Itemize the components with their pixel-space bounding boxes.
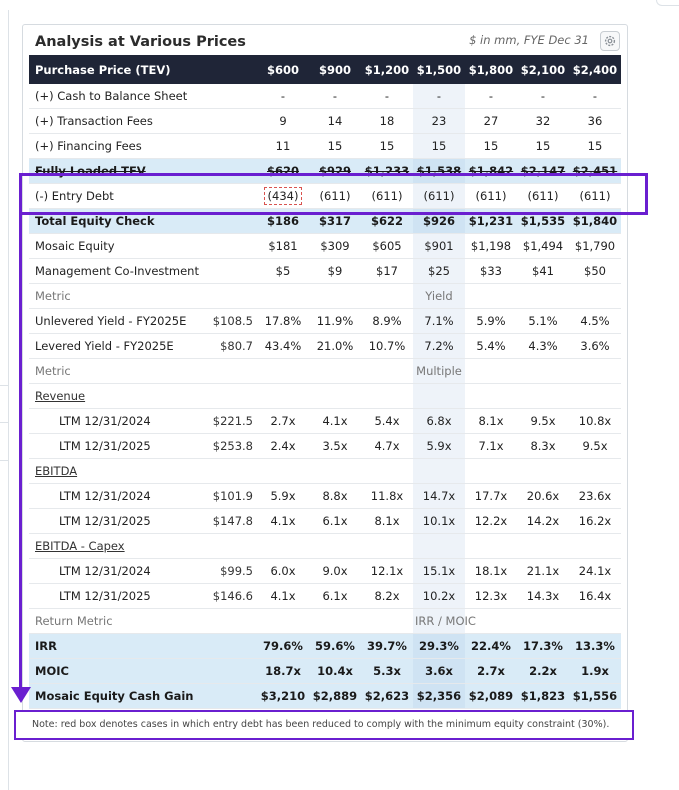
table-cell: 4.1x [257, 584, 309, 609]
table-cell: $50 [569, 259, 621, 284]
table-cell: 12.2x [465, 509, 517, 534]
subsection-row [29, 534, 621, 559]
table-cell: 14.2x [517, 509, 569, 534]
section-row [29, 284, 621, 309]
table-cell: 20.6x [517, 484, 569, 509]
table-cell: (611) [465, 184, 517, 209]
table-cell: $620 [257, 159, 309, 184]
price-2400: $2,400 [569, 55, 621, 84]
table-cell: $5 [257, 259, 309, 284]
table-cell: - [517, 84, 569, 109]
entry-debt-highlight-box [19, 173, 648, 215]
table-cell: $9 [309, 259, 361, 284]
row-label: LTM 12/31/2025 [29, 584, 205, 609]
table-cell: 43.4% [257, 334, 309, 359]
table-cell: 6.8x [413, 409, 465, 434]
table-row [29, 434, 621, 459]
table-cell: 21.1x [517, 559, 569, 584]
row-label: Levered Yield - FY2025E [29, 334, 205, 359]
row-label: (+) Financing Fees [29, 134, 205, 159]
table-cell: 8.8x [309, 484, 361, 509]
row-label: LTM 12/31/2025 [29, 509, 205, 534]
row-label: MOIC [29, 659, 205, 684]
table-cell: 7.1% [413, 309, 465, 334]
table-cell: 2.7x [465, 659, 517, 684]
table-cell: $1,823 [517, 684, 569, 709]
header-label: Purchase Price (TEV) [29, 55, 205, 84]
subsection-label: EBITDA - Capex [29, 534, 205, 559]
table-row [29, 134, 621, 159]
table-cell: 11 [257, 134, 309, 159]
table-cell: 10.2x [413, 584, 465, 609]
table-row [29, 484, 621, 509]
row-label: (+) Cash to Balance Sheet [29, 84, 205, 109]
table-cell: 8.1x [361, 509, 413, 534]
table-cell: - [569, 84, 621, 109]
table-cell: 16.2x [569, 509, 621, 534]
table-cell: $605 [361, 234, 413, 259]
reference-value: $146.6 [205, 584, 257, 609]
table-cell: 23.6x [569, 484, 621, 509]
table-cell: 5.1% [517, 309, 569, 334]
table-cell: $317 [309, 209, 361, 234]
table-cell: 18.1x [465, 559, 517, 584]
table-row [29, 509, 621, 534]
background-divider [0, 460, 8, 461]
row-label: LTM 12/31/2024 [29, 409, 205, 434]
table-cell: 9 [257, 109, 309, 134]
table-row [29, 109, 621, 134]
table-cell: $1,535 [517, 209, 569, 234]
table-cell: 2.2x [517, 659, 569, 684]
row-label: LTM 12/31/2024 [29, 484, 205, 509]
table-row-total [29, 659, 621, 684]
price-1200: $1,200 [361, 55, 413, 84]
table-cell: 5.9x [257, 484, 309, 509]
table-cell: 3.6% [569, 334, 621, 359]
card-header [23, 25, 627, 55]
table-cell: 23 [413, 109, 465, 134]
table-cell: 29.3% [413, 634, 465, 659]
subsection-label: Revenue [29, 384, 205, 409]
background-divider [0, 385, 8, 386]
table-cell: 15.1x [413, 559, 465, 584]
reference-value: $253.8 [205, 434, 257, 459]
table-row [29, 234, 621, 259]
table-cell: 4.5% [569, 309, 621, 334]
table-cell: $1,494 [517, 234, 569, 259]
table-row [29, 409, 621, 434]
table-cell: 4.1x [309, 409, 361, 434]
subsection-row [29, 384, 621, 409]
table-cell: $1,538 [413, 159, 465, 184]
table-cell: $1,790 [569, 234, 621, 259]
row-label: Management Co-Investment [29, 259, 205, 284]
table-cell: $2,089 [465, 684, 517, 709]
table-cell: $1,198 [465, 234, 517, 259]
table-cell: 2.4x [257, 434, 309, 459]
table-cell: 32 [517, 109, 569, 134]
subsection-label: EBITDA [29, 459, 205, 484]
row-label: IRR [29, 634, 205, 659]
table-cell: $181 [257, 234, 309, 259]
table-cell: 79.6% [257, 634, 309, 659]
table-cell: (611) [517, 184, 569, 209]
table-cell: 17.7x [465, 484, 517, 509]
row-label: (-) Entry Debt [29, 184, 205, 209]
table-cell: 18 [361, 109, 413, 134]
table-cell: (611) [413, 184, 465, 209]
table-row [29, 309, 621, 334]
table-cell: 22.4% [465, 634, 517, 659]
header-spacer [205, 55, 257, 84]
row-label: LTM 12/31/2025 [29, 434, 205, 459]
table-cell: (611) [361, 184, 413, 209]
row-label: Fully Loaded TEV [29, 159, 205, 184]
table-cell: 18.7x [257, 659, 309, 684]
reference-value: $221.5 [205, 409, 257, 434]
table-cell: 15 [413, 134, 465, 159]
price-600: $600 [257, 55, 309, 84]
table-cell: $1,842 [465, 159, 517, 184]
price-2100: $2,100 [517, 55, 569, 84]
table-cell: 5.4% [465, 334, 517, 359]
analysis-card [22, 24, 628, 742]
subsection-row [29, 459, 621, 484]
table-cell: 15 [309, 134, 361, 159]
table-cell: 14 [309, 109, 361, 134]
section-label: Metric [29, 284, 205, 309]
table-cell: $309 [309, 234, 361, 259]
table-cell: 36 [569, 109, 621, 134]
table-row [29, 584, 621, 609]
table-cell: 8.3x [517, 434, 569, 459]
reference-value: $99.5 [205, 559, 257, 584]
table-cell: 7.1x [465, 434, 517, 459]
table-cell: 39.7% [361, 634, 413, 659]
table-cell: 8.9% [361, 309, 413, 334]
table-cell: $2,623 [361, 684, 413, 709]
section-caption: IRR / MOIC [413, 609, 465, 634]
table-cell: - [413, 84, 465, 109]
annotation-arrow-line [19, 173, 22, 691]
table-cell: 5.9x [413, 434, 465, 459]
table-cell: 3.6x [413, 659, 465, 684]
section-row [29, 359, 621, 384]
table-cell: - [465, 84, 517, 109]
table-cell: 6.1x [309, 509, 361, 534]
table-cell: 1.9x [569, 659, 621, 684]
table-cell: $1,231 [465, 209, 517, 234]
table-cell: $622 [361, 209, 413, 234]
section-row [29, 609, 621, 634]
table-cell: 13.3% [569, 634, 621, 659]
table-cell: - [309, 84, 361, 109]
table-row [29, 334, 621, 359]
header-row [29, 55, 621, 84]
table-cell: 15 [361, 134, 413, 159]
table-cell: 11.8x [361, 484, 413, 509]
table-cell: $901 [413, 234, 465, 259]
table-cell: 16.4x [569, 584, 621, 609]
table-cell: 21.0% [309, 334, 361, 359]
price-analysis-table [29, 55, 621, 709]
table-cell: 15 [517, 134, 569, 159]
table-cell: $1,840 [569, 209, 621, 234]
table-cell: 2.7x [257, 409, 309, 434]
row-label: Total Equity Check [29, 209, 205, 234]
row-label: LTM 12/31/2024 [29, 559, 205, 584]
table-cell: 10.7% [361, 334, 413, 359]
table-row [29, 259, 621, 284]
section-caption: Yield [413, 284, 465, 309]
table-cell: 12.3x [465, 584, 517, 609]
table-cell: 17.8% [257, 309, 309, 334]
table-cell: $2,356 [413, 684, 465, 709]
table-cell: 14.3x [517, 584, 569, 609]
red-box-cell: (434) [264, 187, 303, 205]
table-cell: 14.7x [413, 484, 465, 509]
table-cell: $33 [465, 259, 517, 284]
table-cell: $3,210 [257, 684, 309, 709]
table-cell: (611) [569, 184, 621, 209]
reference-value: $147.8 [205, 509, 257, 534]
footnote: Note: red box denotes cases in which entry debt has been reduced to comply with the minimum equity constraint (30%). [14, 710, 634, 740]
table-cell: $2,147 [517, 159, 569, 184]
table-cell: 5.9% [465, 309, 517, 334]
table-row [29, 84, 621, 109]
table-cell: $2,889 [309, 684, 361, 709]
table-cell: $926 [413, 209, 465, 234]
table-cell: 10.8x [569, 409, 621, 434]
table-cell: 10.1x [413, 509, 465, 534]
table-cell: 4.1x [257, 509, 309, 534]
table-cell: 9.0x [309, 559, 361, 584]
table-cell: 11.9% [309, 309, 361, 334]
section-label: Return Metric [29, 609, 205, 634]
table-cell: 27 [465, 109, 517, 134]
table-cell: 9.5x [517, 409, 569, 434]
table-cell: 5.4x [361, 409, 413, 434]
table-cell: 59.6% [309, 634, 361, 659]
table-cell: $17 [361, 259, 413, 284]
table-cell: 6.1x [309, 584, 361, 609]
reference-value: $80.7 [205, 334, 257, 359]
table-cell: $1,556 [569, 684, 621, 709]
reference-value: $101.9 [205, 484, 257, 509]
table-cell: 15 [569, 134, 621, 159]
table-cell: 3.5x [309, 434, 361, 459]
table-cell: - [361, 84, 413, 109]
table-cell: 9.5x [569, 434, 621, 459]
arrow-down-icon [11, 687, 31, 703]
table-row-total [29, 634, 621, 659]
table-cell: $929 [309, 159, 361, 184]
table-cell: $186 [257, 209, 309, 234]
row-label: (+) Transaction Fees [29, 109, 205, 134]
table-cell: $25 [413, 259, 465, 284]
price-1800: $1,800 [465, 55, 517, 84]
price-1500: $1,500 [413, 55, 465, 84]
table-cell: $41 [517, 259, 569, 284]
table-cell: 7.2% [413, 334, 465, 359]
background-divider [0, 422, 8, 423]
table-cell: 6.0x [257, 559, 309, 584]
table-cell: 8.2x [361, 584, 413, 609]
table-cell: 4.7x [361, 434, 413, 459]
table-row-total [29, 684, 621, 709]
section-label: Metric [29, 359, 205, 384]
units-subtitle: $ in mm, FYE Dec 31 [469, 33, 589, 47]
row-label: Mosaic Equity Cash Gain [29, 684, 205, 709]
table-cell: 15 [465, 134, 517, 159]
table-cell: 8.1x [465, 409, 517, 434]
card-title: Analysis at Various Prices [35, 34, 246, 50]
table-cell: 10.4x [309, 659, 361, 684]
section-caption: Multiple [413, 359, 465, 384]
table-cell: $1,233 [361, 159, 413, 184]
table-cell: $2,451 [569, 159, 621, 184]
table-cell: 17.3% [517, 634, 569, 659]
gear-icon[interactable] [600, 31, 620, 51]
table-cell: 4.3% [517, 334, 569, 359]
table-cell: 12.1x [361, 559, 413, 584]
table-row [29, 559, 621, 584]
background-corner [656, 0, 679, 6]
table-cell: - [257, 84, 309, 109]
table-cell: (611) [309, 184, 361, 209]
row-label: Mosaic Equity [29, 234, 205, 259]
table-cell: 24.1x [569, 559, 621, 584]
row-label: Unlevered Yield - FY2025E [29, 309, 205, 334]
table-cell: 5.3x [361, 659, 413, 684]
reference-value: $108.5 [205, 309, 257, 334]
price-900: $900 [309, 55, 361, 84]
gear-icon-graphic [603, 34, 617, 48]
background-panel-edge [8, 10, 9, 790]
